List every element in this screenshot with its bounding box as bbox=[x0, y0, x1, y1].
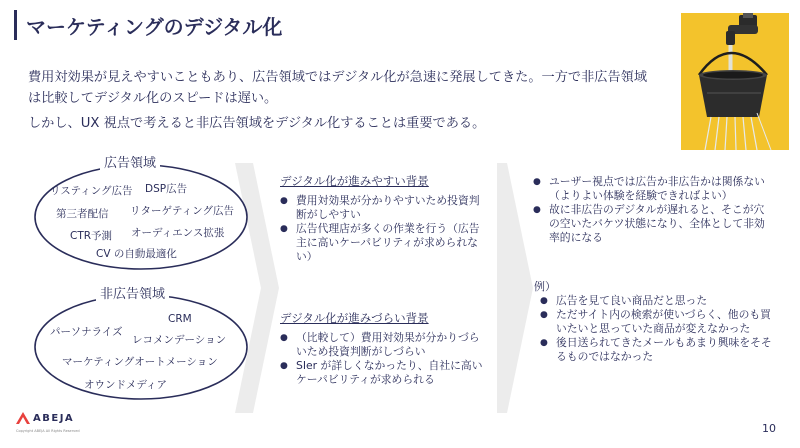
conclusion-list bbox=[533, 175, 773, 245]
intro-paragraph-2: しかし、UX 視点で考えると非広告領域をデジタル化することは重要である。 bbox=[28, 116, 486, 131]
ad-term: CTR予測 bbox=[70, 230, 113, 242]
non-ad-area-label: 非広告領域 bbox=[96, 283, 169, 302]
easy-section-list bbox=[280, 194, 490, 264]
page-number: 10 bbox=[762, 422, 776, 435]
list-item: ● （比較して）費用対効果が分かりづらいため投資判断がしづらい bbox=[280, 331, 490, 359]
copyright-text: Copyright ABEJA All Rights Reserved bbox=[16, 429, 80, 433]
non-ad-term: マーケティングオートメーション bbox=[62, 356, 218, 368]
hard-section-list bbox=[280, 331, 490, 387]
page-title: マーケティングのデジタル化 bbox=[26, 15, 283, 39]
hard-section-heading: デジタル化が進みづらい背景 bbox=[280, 311, 429, 325]
list-item: ● 費用対効果が分かりやすいため投資判断がしやすい bbox=[280, 194, 490, 222]
non-ad-term: オウンドメディア bbox=[84, 379, 168, 391]
abeja-logo-icon bbox=[16, 412, 30, 426]
list-item: ● SIer が詳しくなかったり、自社に高いケーパビリティが求められる bbox=[280, 359, 490, 387]
intro-paragraph-1: 費用対効果が見えやすいこともあり、広告領域ではデジタル化が急速に発展してきた。一方で非広告領域は比較してデジタル化のスピードは遅い。 bbox=[28, 70, 648, 106]
ad-term: DSP広告 bbox=[145, 183, 188, 195]
ad-area-label: 広告領域 bbox=[100, 152, 160, 171]
example-list bbox=[540, 294, 775, 364]
ad-term: リターゲティング広告 bbox=[130, 205, 234, 217]
company-logo-text: ABEJA bbox=[33, 413, 75, 424]
right-arrow-shape bbox=[497, 163, 537, 413]
non-ad-term: レコメンデーション bbox=[132, 334, 227, 346]
ad-term: オーディエンス拡張 bbox=[131, 227, 225, 239]
list-item: ● ユーザー視点では広告か非広告かは関係ない（よりよい体験を経験できればよい） bbox=[533, 175, 773, 203]
non-ad-term: CRM bbox=[168, 313, 192, 325]
ad-term: CV の自動最適化 bbox=[96, 248, 177, 260]
ad-term: リスティング広告 bbox=[50, 185, 133, 197]
list-item: ● 広告代理店が多くの作業を行う（広告主に高いケーパビリティが求められない） bbox=[280, 222, 490, 264]
title-accent-bar bbox=[14, 10, 17, 40]
example-label: 例） bbox=[534, 280, 556, 293]
list-item: ● 故に非広告のデジタルが遅れると、そこが穴の空いたバケツ状態になり、全体として非効率的になる bbox=[533, 203, 773, 245]
leaking-bucket-image bbox=[681, 13, 789, 150]
ad-term: 第三者配信 bbox=[56, 208, 109, 220]
easy-section-heading: デジタル化が進みやすい背景 bbox=[280, 174, 429, 188]
faucet-bucket-icon bbox=[681, 13, 789, 150]
list-item: ● ただサイト内の検索が使いづらく、他のも買いたいと思っていた商品が変えなかった bbox=[540, 308, 775, 336]
list-item: ● 広告を見て良い商品だと思った bbox=[540, 294, 775, 308]
non-ad-term: パーソナライズ bbox=[50, 326, 123, 338]
list-item: ● 後日送られてきたメールもあまり興味をそそるものではなかった bbox=[540, 336, 775, 364]
